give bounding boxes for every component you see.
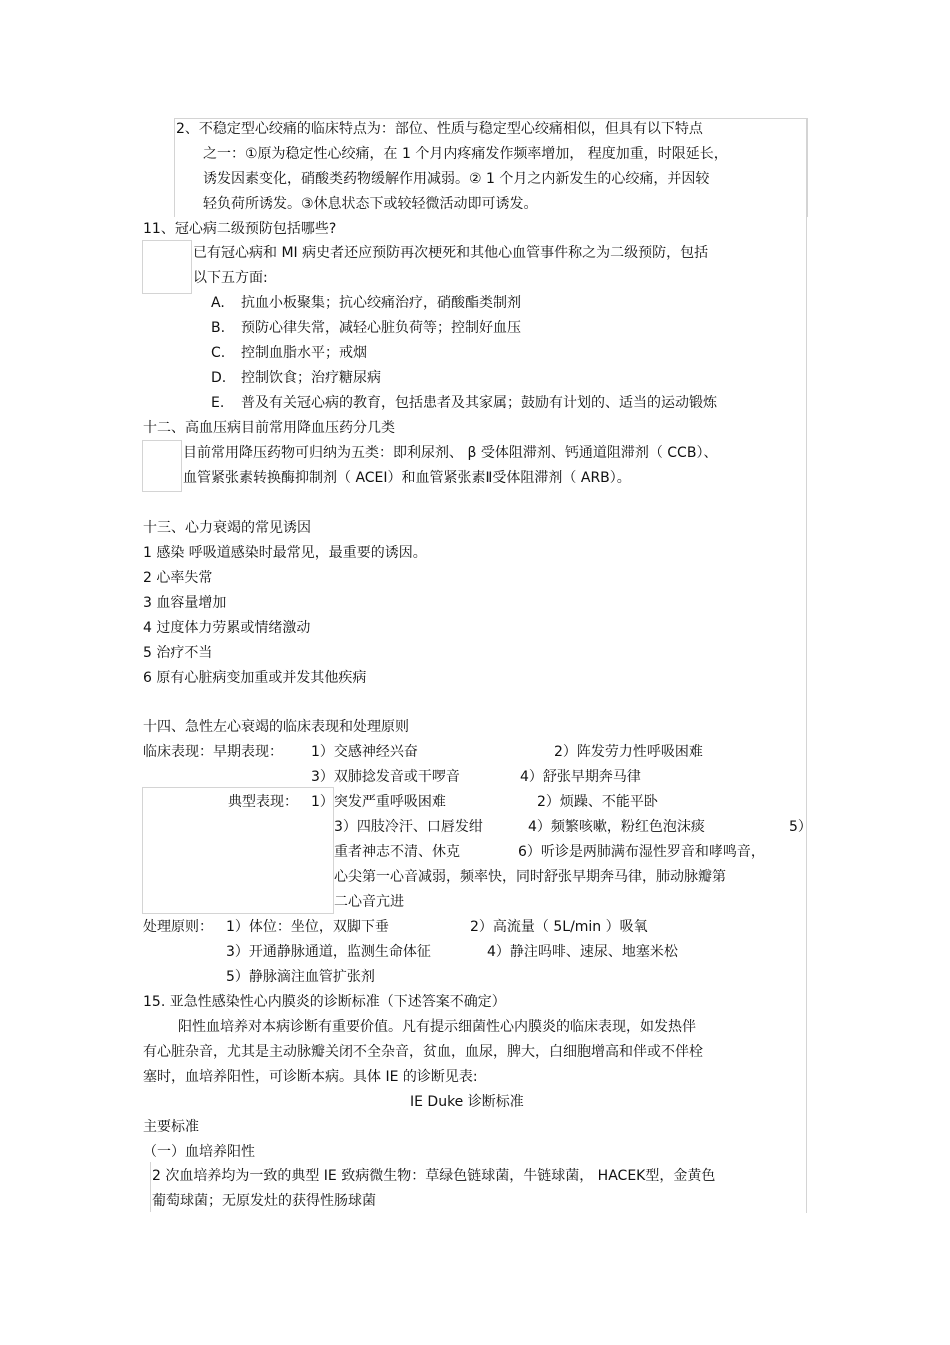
s14-typical-3c: 5） (789, 819, 812, 835)
s12-title: 十二、高血压病目前常用降血压药分几类 (143, 420, 395, 436)
s11-item-b-letter: B. (211, 320, 226, 336)
s14-early-4: 4）舒张早期奔马律 (520, 769, 641, 785)
s15-title: 15. 亚急性感染性心内膜炎的诊断标准（下述答案不确定） (143, 994, 506, 1010)
s14-typical-label: 典型表现： (228, 794, 298, 810)
s13-item-5: 5 治疗不当 (143, 645, 213, 661)
s11-item-a-text: 抗血小板聚集；抗心绞痛治疗，硝酸酯类制剂 (241, 295, 521, 311)
s11-item-d-text: 控制饮食；治疗糖尿病 (241, 370, 381, 386)
s11-item-a-letter: A. (211, 295, 225, 311)
s14-typical-5: 心尖第一心音减弱，频率快，同时舒张早期奔马律，肺动脉瓣第 (334, 869, 726, 885)
s12-line-2: 血管紧张素转换酶抑制剂（ ACEI）和血管紧张素Ⅱ受体阻滞剂（ ARB）。 (183, 470, 631, 486)
s14-treat-4: 4）静注吗啡、速尿、地塞米松 (487, 944, 678, 960)
s14-typical-1: 1）突发严重呼吸困难 (311, 794, 446, 810)
s11-intro-2: 以下五方面: (193, 270, 268, 286)
frame-left-s15 (150, 1162, 151, 1212)
s2-line-3: 诱发因素变化，硝酸类药物缓解作用减弱。② 1 个月之内新发生的心绞痛，并因较 (203, 171, 710, 187)
s14-treat-5: 5）静脉滴注血管扩张剂 (226, 969, 375, 985)
s14-typical-3a: 3）四肢冷汗、口唇发绀 (334, 819, 483, 835)
s14-early-1: 1）交感神经兴奋 (311, 744, 418, 760)
s14-early-label: 临床表现：早期表现： (143, 744, 283, 760)
s15-sub-heading: （一）血培养阳性 (143, 1144, 255, 1160)
s14-typical-4a: 重者神志不清、休克 (334, 844, 460, 860)
s11-item-b-text: 预防心律失常，减轻心脏负荷等；控制好血压 (241, 320, 521, 336)
s11-item-e-letter: E. (211, 395, 225, 411)
s14-treat-3: 3）开通静脉通道，监测生命体征 (226, 944, 431, 960)
s14-early-3: 3）双肺捻发音或干啰音 (311, 769, 460, 785)
s14-typical-2: 2）烦躁、不能平卧 (537, 794, 658, 810)
s13-item-4: 4 过度体力劳累或情绪激动 (143, 620, 311, 636)
s14-typical-6: 二心音亢进 (334, 894, 404, 910)
frame-box-s11 (142, 240, 192, 294)
s2-line-4: 轻负荷所诱发。③休息状态下或较轻微活动即可诱发。 (203, 196, 538, 212)
s13-item-1: 1 感染 呼吸道感染时最常见，最重要的诱因。 (143, 545, 427, 561)
s15-criteria-2: 葡萄球菌；无原发灶的获得性肠球菌 (152, 1193, 376, 1209)
s12-line-1: 目前常用降压药物可归纳为五类：即利尿剂、 β 受体阻滞剂、钙通道阻滞剂（ CCB）、 (183, 445, 718, 461)
s2-line-2: 之一：①原为稳定性心绞痛，在 1 个月内疼痛发作频率增加， 程度加重，时限延长， (203, 146, 728, 162)
s13-item-2: 2 心率失常 (143, 570, 213, 586)
s14-title: 十四、急性左心衰竭的临床表现和处理原则 (143, 719, 409, 735)
s13-title: 十三、心力衰竭的常见诱因 (143, 520, 311, 536)
s11-intro-1: 已有冠心病和 MI 病史者还应预防再次梗死和其他心血管事件称之为二级预防，包括 (193, 245, 709, 261)
s14-treat-label: 处理原则： (143, 919, 213, 935)
s15-para-1: 阳性血培养对本病诊断有重要价值。凡有提示细菌性心内膜炎的临床表现，如发热伴 (178, 1019, 696, 1035)
s11-item-e-text: 普及有关冠心病的教育，包括患者及其家属；鼓励有计划的、适当的运动锻炼 (241, 395, 717, 411)
s14-typical-4b: 6）听诊是两肺满布湿性罗音和哮鸣音， (518, 844, 765, 860)
frame-right-edge (806, 118, 807, 1213)
s2-line-1: 2、不稳定型心绞痛的临床特点为：部位、性质与稳定型心绞痛相似，但具有以下特点 (176, 121, 703, 137)
s15-criteria-1: 2 次血培养均为一致的典型 IE 致病微生物：草绿色链球菌，牛链球菌， HACEK型，金黄色 (152, 1168, 716, 1184)
s11-title: 11、冠心病二级预防包括哪些? (143, 221, 337, 237)
s14-treat-1: 1）体位：坐位，双脚下垂 (226, 919, 389, 935)
s11-item-d-letter: D. (211, 370, 227, 386)
s11-item-c-letter: C. (211, 345, 226, 361)
s15-major-heading: 主要标准 (143, 1119, 199, 1135)
s11-item-c-text: 控制血脂水平；戒烟 (241, 345, 367, 361)
s13-item-6: 6 原有心脏病变加重或并发其他疾病 (143, 670, 367, 686)
s14-typical-3b: 4）频繁咳嗽，粉红色泡沫痰 (528, 819, 705, 835)
s15-para-2: 有心脏杂音，尤其是主动脉瓣关闭不全杂音，贫血，血尿，脾大，白细胞增高和伴或不伴栓 (143, 1044, 703, 1060)
s14-early-2: 2）阵发劳力性呼吸困难 (554, 744, 703, 760)
s15-table-title: IE Duke 诊断标准 (410, 1094, 524, 1110)
s14-treat-2: 2）高流量（ 5L/min ）吸氧 (470, 919, 648, 935)
s13-item-3: 3 血容量增加 (143, 595, 227, 611)
s15-para-3: 塞时，血培养阳性，可诊断本病。具体 IE 的诊断见表: (143, 1069, 478, 1085)
frame-box-s12 (142, 440, 182, 492)
